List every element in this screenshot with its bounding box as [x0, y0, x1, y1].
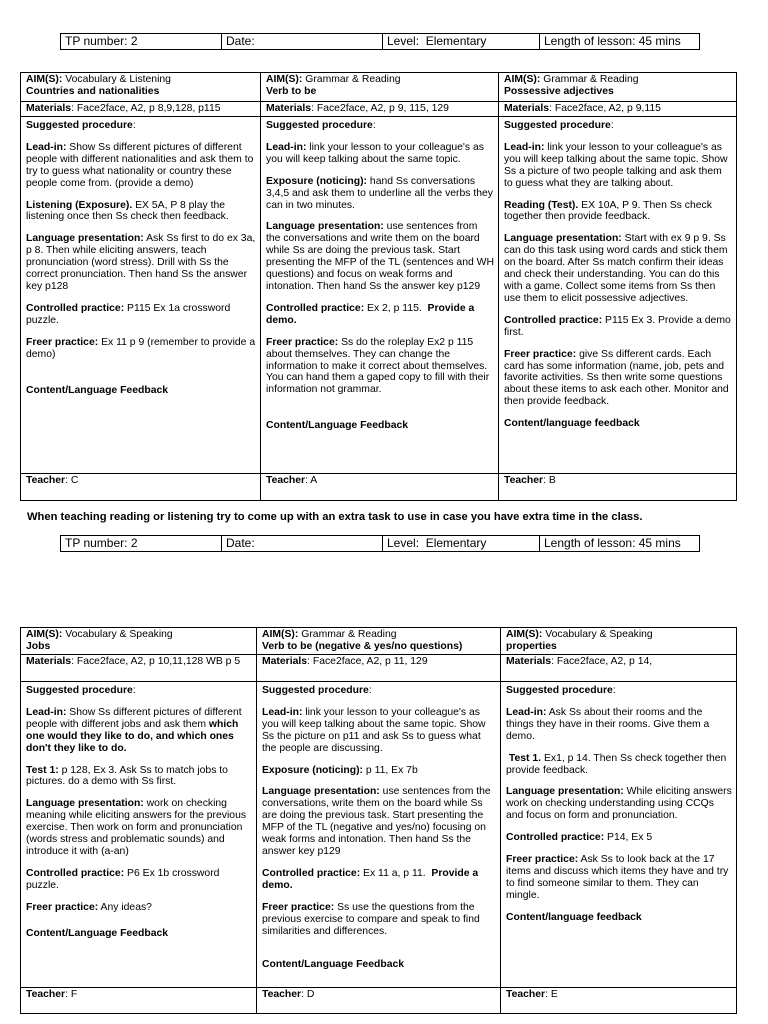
tp-number-cell: TP number: 2: [61, 34, 222, 50]
tp-number-cell: TP number: 2: [61, 536, 222, 552]
aim-cell-grammar-reading: AIM(S): Grammar & Reading Verb to be: [261, 73, 499, 102]
materials-cell: Materials: Face2face, A2, p 8,9,128, p115: [21, 102, 261, 117]
procedure-cell: Suggested procedure: Lead-in: link your lesson to your colleague's as you will keep talking about the same topic. Show Ss a picture of two people talking and ask them to guess what they are talking about. Reading (Test). EX 10A, P 9. Then Ss check together then provide feedback. Language presentation: Start with ex 9 p 9. Ss can do this task using word cards and stick them on the board. After Ss match confirm their ideas and check their understanding. You can do this with a game. Collect some items from Ss then use them to elicit possessive adjectives. Controlled practice: P115 Ex 3. Provide a demo first. Freer practice: give Ss different cards. Each card has some information (name, job, pets and favorite activities. Ss then write some questions about these items to ask each other. Monitor and then provide feedback. Content/language feedback: [499, 117, 737, 474]
aim-cell-vocab-speaking-2: AIM(S): Vocabulary & Speaking properties: [501, 628, 737, 655]
aim-cell-vocab-listening: AIM(S): Vocabulary & Listening Countries and nationalities: [21, 73, 261, 102]
materials-cell: Materials: Face2face, A2, p 9,115: [499, 102, 737, 117]
teacher-cell: Teacher: A: [261, 474, 499, 501]
procedure-cell: Suggested procedure: Lead-in: Show Ss different pictures of different people with different jobs and ask them which one would they like to do, and which ones don't they like to do. Test 1: p 128, Ex 3. Ask Ss to match jobs to pictures. do a demo with Ss first. Language presentation: work on checking meaning while eliciting answers for the previous exercise. Then work on form and pronunciation (words stress and problematic sounds) and introduce it with (a-an) Controlled practice: P6 Ex 1b crossword puzzle. Freer practice: Any ideas? Content/Language Feedback: [21, 682, 257, 988]
date-cell: Date:: [222, 536, 383, 552]
lesson-header-2: [60, 535, 700, 552]
aim-cell-grammar-reading-2: AIM(S): Grammar & Reading Possessive adjectives: [499, 73, 737, 102]
procedure-cell: Suggested procedure: Lead-in: link your lesson to your colleague's as you will keep talking about the same topic. Exposure (noticing): hand Ss conversations 3,4,5 and ask them to underline all the verbs they can in two minutes. Language presentation: use sentences from the conversations and write them on the board while Ss are doing the previous task. Start presenting the MFP of the TL (sentences and WH questions) and focus on weak forms and intonation. Then hand Ss the answer key p129 Controlled practice: Ex 2, p 115. Provide a demo. Freer practice: Ss do the roleplay Ex2 p 115 about themselves. They can change the information to make it correct about themselves. You can hand them a gaped copy to fill with their information not grammar. Content/Language Feedback: [261, 117, 499, 474]
date-cell: Date:: [222, 34, 383, 50]
materials-cell: Materials: Face2face, A2, p 10,11,128 WB p 5: [21, 655, 257, 682]
teacher-cell: Teacher: D: [257, 988, 501, 1014]
level-cell: Level: Elementary: [383, 34, 540, 50]
teacher-cell: Teacher: F: [21, 988, 257, 1014]
materials-cell: Materials: Face2face, A2, p 14,: [501, 655, 737, 682]
length-cell: Length of lesson: 45 mins: [540, 536, 700, 552]
materials-cell: Materials: Face2face, A2, p 9, 115, 129: [261, 102, 499, 117]
level-cell: Level: Elementary: [383, 536, 540, 552]
materials-cell: Materials: Face2face, A2, p 11, 129: [257, 655, 501, 682]
aim-cell-grammar-reading: AIM(S): Grammar & Reading Verb to be (negative & yes/no questions): [257, 628, 501, 655]
aim-cell-vocab-speaking: AIM(S): Vocabulary & Speaking Jobs: [21, 628, 257, 655]
lesson-header-1: [60, 33, 700, 50]
teacher-cell: Teacher: C: [21, 474, 261, 501]
procedure-cell: Suggested procedure: Lead-in: link your lesson to your colleague's as you will keep talking about the same topic. Show Ss the picture on p11 and ask Ss to guess what the people are discussing. Exposure (noticing): p 11, Ex 7b Language presentation: use sentences from the conversations, write them on the board while Ss are doing the previous task. Start presenting the MFP of the TL (negative and yes/no) focusing on weak forms and intonation. Then hand Ss the answer key p129 Controlled practice: Ex 11 a, p 11. Provide a demo. Freer practice: Ss use the questions from the previous exercise to compare and speak to find similarities and differences. Content/Language Feedback: [257, 682, 501, 988]
procedure-cell: Suggested procedure: Lead-in: Show Ss different pictures of different people with different nationalities and ask them to try to guess what nationality or country these people come from. (provide a demo) Listening (Exposure). EX 5A, P 8 play the listening once then Ss check then feedback. Language presentation: Ask Ss first to do ex 3a, p 8. Then while eliciting answers, teach pronunciation (word stress). Drill with Ss the correct pronunciation. Then hand Ss the answer key p128 Controlled practice: P115 Ex 1a crossword puzzle. Freer practice: Ex 11 p 9 (remember to provide a demo) Content/Language Feedback: [21, 117, 261, 474]
procedure-cell: Suggested procedure: Lead-in: Ask Ss about their rooms and the things they have in their rooms. Give them a demo. Test 1. Ex1, p 14. Then Ss check together then provide feedback. Language presentation: While eliciting answers work on checking understanding using CCQs and focus on form and pronunciation. Controlled practice: P14, Ex 5 Freer practice: Ask Ss to look back at the 17 items and discuss which items they have and try to find someone similar to them. They can mingle. Content/language feedback: [501, 682, 737, 988]
length-cell: Length of lesson: 45 mins: [540, 34, 700, 50]
extra-task-note: When teaching reading or listening try to come up with an extra task to use in case you have extra time in the class.: [27, 511, 643, 523]
teacher-cell: Teacher: B: [499, 474, 737, 501]
teacher-cell: Teacher: E: [501, 988, 737, 1014]
lesson-plan-table-2: [20, 627, 737, 1014]
lesson-plan-table-1: [20, 72, 737, 501]
